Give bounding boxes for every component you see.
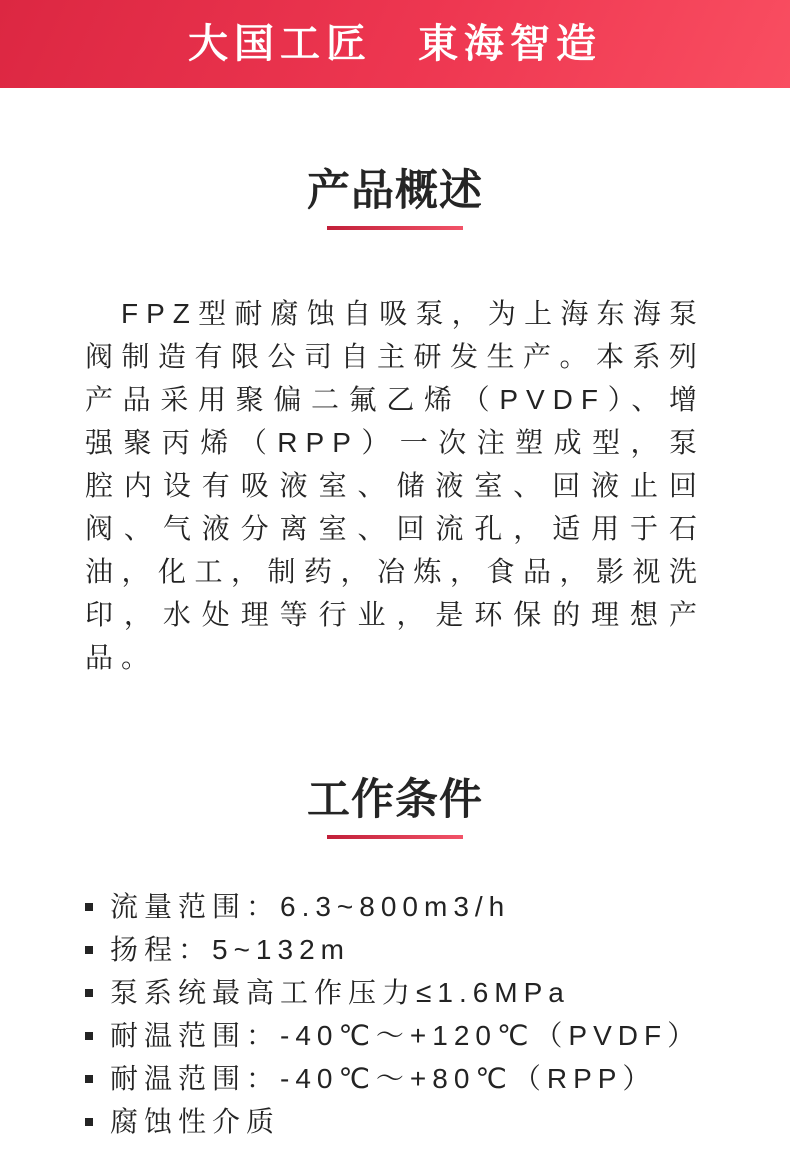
working-conditions-section bbox=[0, 777, 790, 1143]
condition-item-temp-pvdf: 耐温范围：-40℃～+120℃（PVDF） bbox=[85, 1014, 705, 1057]
condition-item-media: 腐蚀性介质 bbox=[85, 1100, 705, 1143]
overview-paragraph: FPZ型耐腐蚀自吸泵，为上海东海泵阀制造有限公司自主研发生产。本系列产品采用聚偏二氟乙烯（PVDF）、增强聚丙烯（RPP）一次注塑成型，泵腔内设有吸液室、储液室、回液止回阀、气液分离室、回流孔，适用于石油，化工，制药，冶炼，食品，影视洗印，水处理等行业，是环保的理想产品。 bbox=[85, 298, 705, 673]
condition-item-max-pressure: 泵系统最高工作压力≤1.6MPa bbox=[85, 971, 705, 1014]
brand-banner bbox=[0, 0, 790, 88]
overview-section-title: 产品概述 bbox=[307, 167, 483, 215]
conditions-list bbox=[85, 885, 705, 1143]
condition-item-temp-rpp: 耐温范围：-40℃～+80℃（RPP） bbox=[85, 1057, 705, 1100]
title-underline-decoration bbox=[327, 226, 463, 230]
title-underline-decoration bbox=[327, 835, 463, 839]
condition-item-flow-range: 流量范围：6.3~800m3/h bbox=[85, 885, 705, 928]
overview-section bbox=[0, 168, 790, 679]
conditions-section-title: 工作条件 bbox=[307, 776, 483, 824]
brand-slogan: 大国工匠 東海智造 bbox=[188, 22, 602, 66]
condition-item-head: 扬程：5~132m bbox=[85, 928, 705, 971]
